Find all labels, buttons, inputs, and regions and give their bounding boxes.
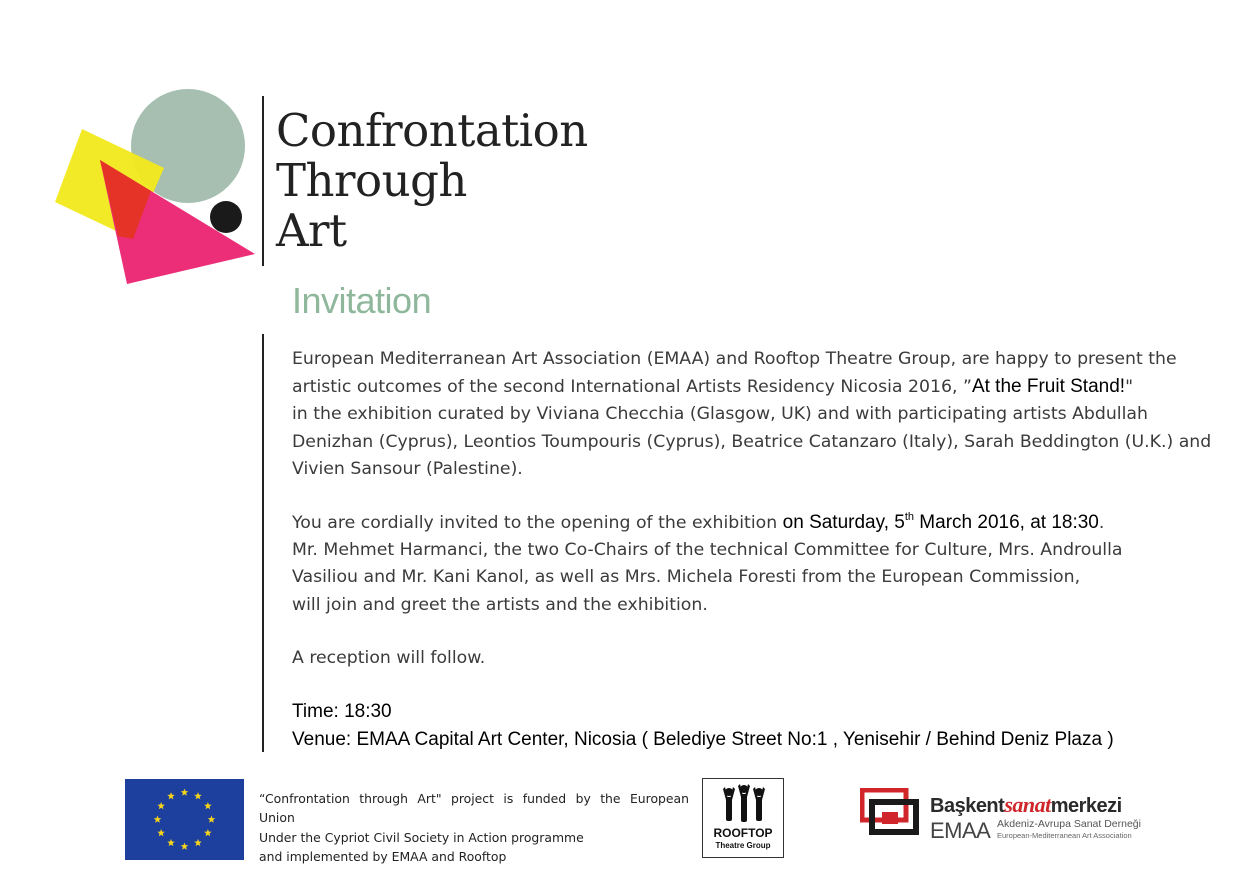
body-text: Mr. Mehmet Harmanci, the two Co-Chairs of the technical Committee for Culture, Mrs. Androulla <box>292 540 1123 561</box>
body-text: Denizhan (Cyprus), Leontios Toumpouris (Cyprus), Beatrice Catanzaro (Italy), Sarah Beddington (U.K.) and <box>292 431 1212 452</box>
event-venue: Venue: EMAA Capital Art Center, Nicosia ( Belediye Street No:1 , Yenisehir / Behind Deniz Plaza ) <box>292 729 1114 751</box>
body-text: " <box>1125 377 1134 398</box>
date-superscript: th <box>904 511 915 524</box>
reception-note: A reception will follow. <box>292 647 486 668</box>
body-text: artistic outcomes of the second International Artists Residency Nicosia 2016, ” <box>292 377 972 398</box>
opening-date <box>783 512 1099 533</box>
body-text: Vivien Sansour (Palestine). <box>292 458 523 479</box>
emaa-word: sanat <box>1004 792 1051 817</box>
logo-divider <box>262 96 264 266</box>
body-line <box>292 537 1222 564</box>
emaa-wordmark <box>930 792 1122 818</box>
rooftop-logo <box>702 778 784 858</box>
eu-flag-icon <box>125 779 244 860</box>
funding-word: European <box>629 791 689 806</box>
body-line <box>292 726 1222 754</box>
date-text: on Saturday, 5 <box>782 512 905 534</box>
emaa-word: merkezi <box>1050 795 1122 817</box>
body-line <box>292 509 1222 537</box>
body-text: European Mediterranean Art Association (EMAA) and Rooftop Theatre Group, are happy to present the <box>292 349 1177 369</box>
body-line <box>292 645 1222 672</box>
body-text: You are cordially invited to the opening of the exhibition <box>292 513 783 534</box>
body-line <box>292 401 1222 428</box>
funding-word: funded <box>522 791 567 806</box>
logo-line-1: Confrontation <box>276 104 588 157</box>
funding-word: through <box>359 791 408 806</box>
funding-line: Union <box>259 810 295 826</box>
body-line <box>292 592 1222 619</box>
date-text: March 2016, at 18:30 <box>914 512 1099 534</box>
exhibition-title: At the Fruit Stand! <box>971 376 1126 398</box>
emaa-mark-icon <box>860 788 926 844</box>
logo-line-2: Through <box>276 154 467 207</box>
rooftop-name: ROOFTOP <box>713 826 773 840</box>
rooftop-subtitle: Theatre Group <box>715 841 771 850</box>
emaa-abbreviation: EMAA <box>930 818 991 843</box>
body-line <box>292 698 1222 726</box>
confrontation-logo-shapes <box>50 80 270 290</box>
funding-word: Art" <box>417 791 442 806</box>
logo-line-3: Art <box>276 204 347 257</box>
emaa-logo <box>860 788 1140 848</box>
body-line <box>292 456 1222 483</box>
body-line <box>292 564 1222 591</box>
body-text: . <box>1098 513 1105 534</box>
funding-word: project <box>450 791 494 806</box>
event-time: Time: 18:30 <box>292 701 392 723</box>
funding-word: by <box>575 791 591 806</box>
page-title: Invitation <box>292 280 432 321</box>
funding-word: the <box>600 791 621 806</box>
logo-wordmark <box>276 106 588 256</box>
body-line <box>292 373 1222 401</box>
invitation-body <box>292 346 1222 754</box>
rooftop-figures-icon <box>721 784 767 826</box>
funding-line <box>259 789 689 808</box>
funding-word: “Confrontation <box>259 791 350 806</box>
funding-word: is <box>503 791 514 806</box>
body-line <box>292 346 1222 373</box>
funding-line: and implemented by EMAA and Rooftop <box>259 849 507 865</box>
body-text: will join and greet the artists and the exhibition. <box>292 594 708 615</box>
body-divider <box>262 334 264 752</box>
emaa-english-name: European-Mediterranean Art Association <box>997 831 1132 840</box>
body-text: in the exhibition curated by Viviana Checchia (Glasgow, UK) and with participating artists Abdullah <box>292 404 1148 425</box>
body-line <box>292 429 1222 456</box>
emaa-word: Başkent <box>930 795 1005 817</box>
body-text: Vasiliou and Mr. Kani Kanol, as well as Mrs. Michela Foresti from the European Commission, <box>292 567 1081 588</box>
funding-line: Under the Cypriot Civil Society in Action programme <box>259 829 584 845</box>
funding-notice <box>259 789 689 867</box>
emaa-turkish-name: Akdeniz-Avrupa Sanat Derneği <box>997 818 1141 830</box>
logo-black-dot <box>210 201 242 233</box>
